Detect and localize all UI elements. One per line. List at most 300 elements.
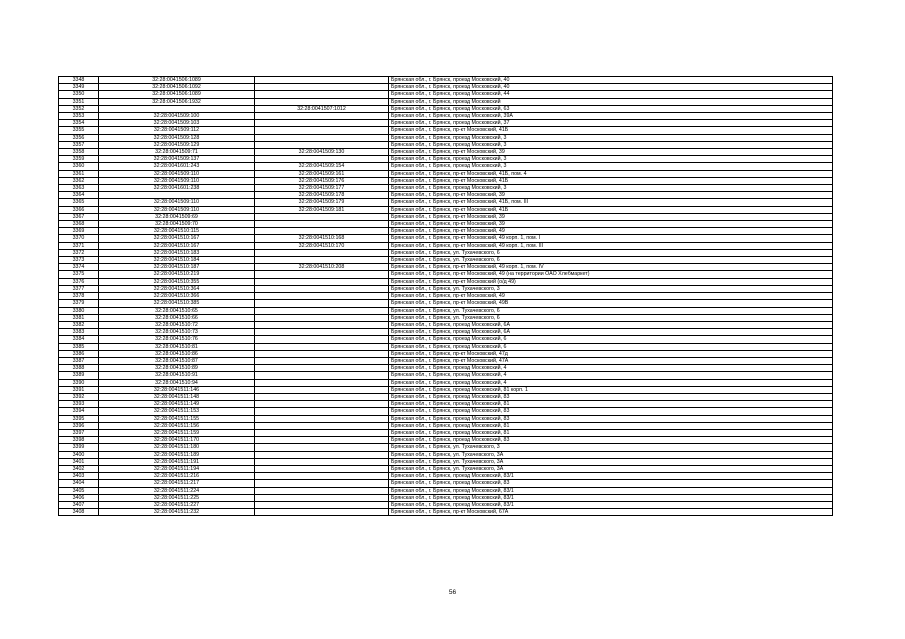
- row-number-cell: 3361: [59, 170, 99, 177]
- address-cell: Брянская обл., г. Брянск, проезд Московский, 39А: [389, 113, 833, 120]
- table-row: [59, 429, 833, 436]
- row-number-cell: 3385: [59, 343, 99, 350]
- document-table: [58, 76, 833, 516]
- related-cadastral-cell: [255, 84, 389, 91]
- table-row: [59, 480, 833, 487]
- address-cell: Брянская обл., г. Брянск, ул. Тухачевского, 6: [389, 307, 833, 314]
- table-row: [59, 465, 833, 472]
- cadastral-number-cell: 32:28:0041510:219: [99, 271, 255, 278]
- address-cell: Брянская обл., г. Брянск, проезд Московский, 83: [389, 408, 833, 415]
- address-cell: Брянская обл., г. Брянск, проезд Московский, 4: [389, 372, 833, 379]
- row-number-cell: 3376: [59, 278, 99, 285]
- table-row: [59, 141, 833, 148]
- related-cadastral-cell: [255, 98, 389, 105]
- row-number-cell: 3396: [59, 422, 99, 429]
- cadastral-number-cell: 32:28:0041510:364: [99, 285, 255, 292]
- row-number-cell: 3353: [59, 113, 99, 120]
- related-cadastral-cell: 32:28:0041507:1012: [255, 105, 389, 112]
- table-row: [59, 444, 833, 451]
- table-row: [59, 473, 833, 480]
- cadastral-number-cell: [99, 192, 255, 199]
- address-cell: Брянская обл., г. Брянск, проезд Московский, 83: [389, 437, 833, 444]
- related-cadastral-cell: [255, 91, 389, 98]
- related-cadastral-cell: [255, 501, 389, 508]
- cadastral-number-cell: 32:28:0041510:355: [99, 278, 255, 285]
- cadastral-number-cell: 32:28:0041511:217: [99, 480, 255, 487]
- cadastral-number-cell: 32:28:0041511:146: [99, 386, 255, 393]
- table-row: [59, 379, 833, 386]
- table-row: [59, 192, 833, 199]
- related-cadastral-cell: 32:28:0041509:161: [255, 170, 389, 177]
- address-cell: Брянская обл., г. Брянск, проезд Московский, 83/1: [389, 501, 833, 508]
- related-cadastral-cell: [255, 307, 389, 314]
- table-row: [59, 278, 833, 285]
- related-cadastral-cell: [255, 444, 389, 451]
- related-cadastral-cell: [255, 285, 389, 292]
- related-cadastral-cell: [255, 509, 389, 516]
- cadastral-number-cell: 32:28:0041509:110: [99, 177, 255, 184]
- row-number-cell: 3365: [59, 199, 99, 206]
- cadastral-number-cell: 32:28:0041601:238: [99, 185, 255, 192]
- address-cell: Брянская обл., г. Брянск, пр-кт Московский, 49 корп. 1, пом. III: [389, 242, 833, 249]
- related-cadastral-cell: 32:28:0041509:130: [255, 149, 389, 156]
- row-number-cell: 3404: [59, 480, 99, 487]
- row-number-cell: 3355: [59, 127, 99, 134]
- table-row: [59, 487, 833, 494]
- row-number-cell: 3391: [59, 386, 99, 393]
- table-row: [59, 98, 833, 105]
- cadastral-number-cell: 32:28:0041509:71: [99, 149, 255, 156]
- address-cell: Брянская обл., г. Брянск, ул. Тухачевского, 6: [389, 257, 833, 264]
- address-cell: Брянская обл., г. Брянск, проезд Московский, 81 корп. 1: [389, 386, 833, 393]
- cadastral-number-cell: 32:28:0041511:224: [99, 487, 255, 494]
- related-cadastral-cell: 32:28:0041509:154: [255, 163, 389, 170]
- cadastral-number-cell: 32:28:0041510:87: [99, 357, 255, 364]
- related-cadastral-cell: [255, 415, 389, 422]
- related-cadastral-cell: [255, 343, 389, 350]
- cadastral-number-cell: 32:28:0041511:155: [99, 415, 255, 422]
- table-row: [59, 501, 833, 508]
- address-cell: Брянская обл., г. Брянск, проезд Московский, 4: [389, 365, 833, 372]
- table-row: [59, 105, 833, 112]
- cadastral-number-cell: 32:28:0041509:69: [99, 213, 255, 220]
- row-number-cell: 3386: [59, 350, 99, 357]
- related-cadastral-cell: 32:28:0041509:176: [255, 177, 389, 184]
- row-number-cell: 3367: [59, 213, 99, 220]
- related-cadastral-cell: [255, 429, 389, 436]
- cadastral-number-cell: 32:28:0041511:194: [99, 465, 255, 472]
- address-cell: Брянская обл., г. Брянск, ул. Тухачевского, 6: [389, 314, 833, 321]
- address-cell: Брянская обл., г. Брянск, проезд Московский, 3: [389, 163, 833, 170]
- cadastral-number-cell: 32:28:0041510:115: [99, 228, 255, 235]
- related-cadastral-cell: [255, 120, 389, 127]
- row-number-cell: 3371: [59, 242, 99, 249]
- related-cadastral-cell: [255, 357, 389, 364]
- row-number-cell: 3380: [59, 307, 99, 314]
- cadastral-number-cell: 32:28:0041510:366: [99, 293, 255, 300]
- row-number-cell: 3403: [59, 473, 99, 480]
- address-cell: Брянская обл., г. Брянск, ул. Тухачевского, 3А: [389, 458, 833, 465]
- related-cadastral-cell: [255, 321, 389, 328]
- table-row: [59, 199, 833, 206]
- table-row: [59, 293, 833, 300]
- related-cadastral-cell: [255, 451, 389, 458]
- related-cadastral-cell: [255, 422, 389, 429]
- table-row: [59, 314, 833, 321]
- address-cell: Брянская обл., г. Брянск, проезд Московский: [389, 98, 833, 105]
- related-cadastral-cell: [255, 487, 389, 494]
- cadastral-number-cell: 32:28:0041511:232: [99, 509, 255, 516]
- table-row: [59, 228, 833, 235]
- related-cadastral-cell: 32:28:0041509:177: [255, 185, 389, 192]
- related-cadastral-cell: 32:28:0041510:208: [255, 264, 389, 271]
- address-cell: Брянская обл., г. Брянск, проезд Московский, 6: [389, 336, 833, 343]
- row-number-cell: 3381: [59, 314, 99, 321]
- row-number-cell: 3378: [59, 293, 99, 300]
- address-cell: Брянская обл., г. Брянск, ул. Тухачевского, 3А: [389, 451, 833, 458]
- related-cadastral-cell: [255, 213, 389, 220]
- related-cadastral-cell: [255, 300, 389, 307]
- table-row: [59, 437, 833, 444]
- related-cadastral-cell: [255, 134, 389, 141]
- address-cell: Брянская обл., г. Брянск, пр-кт Московский, 49: [389, 293, 833, 300]
- row-number-cell: 3402: [59, 465, 99, 472]
- row-number-cell: 3372: [59, 249, 99, 256]
- cadastral-number-cell: 32:28:0041510:184: [99, 257, 255, 264]
- cadastral-number-cell: 32:28:0041601:243: [99, 163, 255, 170]
- address-cell: Брянская обл., г. Брянск, ул. Тухачевского, 3А: [389, 465, 833, 472]
- related-cadastral-cell: [255, 458, 389, 465]
- related-cadastral-cell: [255, 473, 389, 480]
- cadastral-number-cell: 32:28:0041510:385: [99, 300, 255, 307]
- table-row: [59, 242, 833, 249]
- address-cell: Брянская обл., г. Брянск, проезд Московский, 37: [389, 120, 833, 127]
- address-cell: Брянская обл., г. Брянск, проезд Московский, 83: [389, 393, 833, 400]
- related-cadastral-cell: [255, 393, 389, 400]
- address-cell: Брянская обл., г. Брянск, проезд Московский, 83: [389, 415, 833, 422]
- related-cadastral-cell: [255, 336, 389, 343]
- cadastral-number-cell: 32:28:0041509:128: [99, 134, 255, 141]
- row-number-cell: 3364: [59, 192, 99, 199]
- cadastral-number-cell: 32:28:0041509:103: [99, 120, 255, 127]
- row-number-cell: 3399: [59, 444, 99, 451]
- cadastral-number-cell: 32:28:0041510:183: [99, 249, 255, 256]
- table-row: [59, 343, 833, 350]
- address-cell: Брянская обл., г. Брянск, проезд Московский, 81: [389, 429, 833, 436]
- row-number-cell: 3370: [59, 235, 99, 242]
- address-cell: Брянская обл., г. Брянск, проезд Московский, 63: [389, 105, 833, 112]
- address-cell: Брянская обл., г. Брянск, пр-кт Московский, 41Б: [389, 127, 833, 134]
- cadastral-number-cell: 32:28:0041509:70: [99, 221, 255, 228]
- related-cadastral-cell: [255, 249, 389, 256]
- cadastral-number-cell: 32:28:0041506:1092: [99, 84, 255, 91]
- table-row: [59, 149, 833, 156]
- row-number-cell: 3356: [59, 134, 99, 141]
- cadastral-number-cell: 32:28:0041510:66: [99, 314, 255, 321]
- cadastral-number-cell: 32:28:0041510:167: [99, 235, 255, 242]
- row-number-cell: 3395: [59, 415, 99, 422]
- related-cadastral-cell: [255, 437, 389, 444]
- table-row: [59, 177, 833, 184]
- row-number-cell: 3406: [59, 494, 99, 501]
- address-cell: Брянская обл., г. Брянск, пр-кт Московский, 67А: [389, 509, 833, 516]
- table-row: [59, 401, 833, 408]
- cadastral-number-cell: 32:28:0041510:73: [99, 329, 255, 336]
- row-number-cell: 3401: [59, 458, 99, 465]
- row-number-cell: 3362: [59, 177, 99, 184]
- table-row: [59, 156, 833, 163]
- row-number-cell: 3388: [59, 365, 99, 372]
- related-cadastral-cell: [255, 141, 389, 148]
- related-cadastral-cell: [255, 408, 389, 415]
- row-number-cell: 3374: [59, 264, 99, 271]
- row-number-cell: 3363: [59, 185, 99, 192]
- address-cell: Брянская обл., г. Брянск, проезд Московский, 81: [389, 422, 833, 429]
- address-cell: Брянская обл., г. Брянск, проезд Московский, 6: [389, 343, 833, 350]
- row-number-cell: 3400: [59, 451, 99, 458]
- row-number-cell: 3360: [59, 163, 99, 170]
- address-cell: Брянская обл., г. Брянск, пр-кт Московский, 41Б: [389, 206, 833, 213]
- cadastral-number-cell: 32:28:0041511:216: [99, 473, 255, 480]
- address-cell: Брянская обл., г. Брянск, пр-кт Московский (о/д 49): [389, 278, 833, 285]
- cadastral-number-cell: 32:28:0041511:180: [99, 444, 255, 451]
- table-row: [59, 163, 833, 170]
- cadastral-number-cell: 32:28:0041511:159: [99, 429, 255, 436]
- row-number-cell: 3349: [59, 84, 99, 91]
- row-number-cell: 3393: [59, 401, 99, 408]
- table-row: [59, 221, 833, 228]
- table-row: [59, 91, 833, 98]
- related-cadastral-cell: [255, 465, 389, 472]
- row-number-cell: 3377: [59, 285, 99, 292]
- table-row: [59, 285, 833, 292]
- table-row: [59, 408, 833, 415]
- row-number-cell: 3369: [59, 228, 99, 235]
- table-row: [59, 357, 833, 364]
- address-cell: Брянская обл., г. Брянск, проезд Московский, 83/1: [389, 494, 833, 501]
- address-cell: Брянская обл., г. Брянск, пр-кт Московский, 49 (на территории ОАО Хлебмаркет): [389, 271, 833, 278]
- table-row: [59, 307, 833, 314]
- related-cadastral-cell: 32:28:0041510:168: [255, 235, 389, 242]
- related-cadastral-cell: [255, 156, 389, 163]
- address-cell: Брянская обл., г. Брянск, пр-кт Московский, 41Б, пом. 4: [389, 170, 833, 177]
- row-number-cell: 3382: [59, 321, 99, 328]
- address-cell: Брянская обл., г. Брянск, проезд Московский, 83: [389, 480, 833, 487]
- related-cadastral-cell: [255, 278, 389, 285]
- table-row: [59, 336, 833, 343]
- row-number-cell: 3358: [59, 149, 99, 156]
- cadastral-number-cell: 32:28:0041511:191: [99, 458, 255, 465]
- table-row: [59, 509, 833, 516]
- table-row: [59, 415, 833, 422]
- address-cell: Брянская обл., г. Брянск, проезд Московский, 3: [389, 156, 833, 163]
- related-cadastral-cell: [255, 257, 389, 264]
- row-number-cell: 3408: [59, 509, 99, 516]
- address-cell: Брянская обл., г. Брянск, проезд Московский, 3: [389, 141, 833, 148]
- row-number-cell: 3379: [59, 300, 99, 307]
- row-number-cell: 3407: [59, 501, 99, 508]
- cadastral-number-cell: 32:28:0041511:170: [99, 437, 255, 444]
- related-cadastral-cell: [255, 386, 389, 393]
- address-cell: Брянская обл., г. Брянск, проезд Московский, 83/1: [389, 473, 833, 480]
- related-cadastral-cell: [255, 127, 389, 134]
- related-cadastral-cell: [255, 372, 389, 379]
- cadastral-number-cell: 32:28:0041511:153: [99, 408, 255, 415]
- table-row: [59, 386, 833, 393]
- cadastral-number-cell: 32:28:0041509:137: [99, 156, 255, 163]
- address-cell: Брянская обл., г. Брянск, ул. Тухачевского, 6: [389, 249, 833, 256]
- cadastral-number-cell: 32:28:0041511:156: [99, 422, 255, 429]
- row-number-cell: 3383: [59, 329, 99, 336]
- table-row: [59, 372, 833, 379]
- table-row: [59, 257, 833, 264]
- row-number-cell: 3352: [59, 105, 99, 112]
- table-row: [59, 422, 833, 429]
- address-cell: Брянская обл., г. Брянск, проезд Московский, 3: [389, 134, 833, 141]
- address-cell: Брянская обл., г. Брянск, пр-кт Московский, 39: [389, 221, 833, 228]
- cadastral-number-cell: 32:28:0041506:1932: [99, 98, 255, 105]
- address-cell: Брянская обл., г. Брянск, проезд Московский, 4: [389, 379, 833, 386]
- table-row: [59, 271, 833, 278]
- related-cadastral-cell: [255, 293, 389, 300]
- address-cell: Брянская обл., г. Брянск, пр-кт Московский, 49: [389, 228, 833, 235]
- row-number-cell: 3405: [59, 487, 99, 494]
- cadastral-number-cell: 32:28:0041509:110: [99, 199, 255, 206]
- table-row: [59, 321, 833, 328]
- table-row: [59, 365, 833, 372]
- related-cadastral-cell: [255, 329, 389, 336]
- address-cell: Брянская обл., г. Брянск, проезд Московский, 3: [389, 185, 833, 192]
- cadastral-number-cell: 32:28:0041510:89: [99, 365, 255, 372]
- related-cadastral-cell: [255, 314, 389, 321]
- row-number-cell: 3354: [59, 120, 99, 127]
- address-cell: Брянская обл., г. Брянск, проезд Московский, 6А: [389, 321, 833, 328]
- related-cadastral-cell: [255, 365, 389, 372]
- related-cadastral-cell: [255, 271, 389, 278]
- table-body: [59, 77, 833, 516]
- cadastral-number-cell: 32:28:0041506:1089: [99, 77, 255, 84]
- related-cadastral-cell: [255, 228, 389, 235]
- related-cadastral-cell: [255, 494, 389, 501]
- row-number-cell: 3350: [59, 91, 99, 98]
- cadastral-number-cell: 32:28:0041511:189: [99, 451, 255, 458]
- address-cell: Брянская обл., г. Брянск, пр-кт Московский, 49 корп. 1, пом. IV: [389, 264, 833, 271]
- related-cadastral-cell: [255, 350, 389, 357]
- row-number-cell: 3392: [59, 393, 99, 400]
- cadastral-number-cell: 32:28:0041509:129: [99, 141, 255, 148]
- table-row: [59, 264, 833, 271]
- row-number-cell: 3351: [59, 98, 99, 105]
- row-number-cell: 3384: [59, 336, 99, 343]
- table-row: [59, 134, 833, 141]
- cadastral-number-cell: 32:28:0041510:86: [99, 350, 255, 357]
- table-row: [59, 329, 833, 336]
- related-cadastral-cell: [255, 77, 389, 84]
- table-row: [59, 170, 833, 177]
- cadastral-number-cell: 32:28:0041510:65: [99, 307, 255, 314]
- related-cadastral-cell: 32:28:0041509:179: [255, 199, 389, 206]
- related-cadastral-cell: 32:28:0041510:170: [255, 242, 389, 249]
- address-cell: Брянская обл., г. Брянск, проезд Московский, 44: [389, 91, 833, 98]
- row-number-cell: 3368: [59, 221, 99, 228]
- row-number-cell: 3375: [59, 271, 99, 278]
- table-row: [59, 206, 833, 213]
- related-cadastral-cell: 32:28:0041509:178: [255, 192, 389, 199]
- address-cell: Брянская обл., г. Брянск, проезд Московский, 81: [389, 401, 833, 408]
- table-row: [59, 249, 833, 256]
- table-row: [59, 84, 833, 91]
- table-row: [59, 213, 833, 220]
- row-number-cell: 3398: [59, 437, 99, 444]
- cadastral-number-cell: 32:28:0041511:225: [99, 494, 255, 501]
- related-cadastral-cell: [255, 480, 389, 487]
- cadastral-number-cell: 32:28:0041510:91: [99, 372, 255, 379]
- row-number-cell: 3366: [59, 206, 99, 213]
- table-row: [59, 393, 833, 400]
- table-row: [59, 494, 833, 501]
- table-row: [59, 120, 833, 127]
- table-row: [59, 235, 833, 242]
- table-row: [59, 127, 833, 134]
- related-cadastral-cell: [255, 379, 389, 386]
- cadastral-number-cell: 32:28:0041511:227: [99, 501, 255, 508]
- cadastral-number-cell: 32:28:0041510:187: [99, 264, 255, 271]
- address-cell: Брянская обл., г. Брянск, пр-кт Московский, 41Б: [389, 177, 833, 184]
- cadastral-number-cell: 32:28:0041510:167: [99, 242, 255, 249]
- address-cell: Брянская обл., г. Брянск, пр-кт Московский, 41Б, пом. III: [389, 199, 833, 206]
- cadastral-number-cell: 32:28:0041509:110: [99, 206, 255, 213]
- address-cell: Брянская обл., г. Брянск, проезд Московский, 40: [389, 84, 833, 91]
- row-number-cell: 3357: [59, 141, 99, 148]
- cadastral-number-cell: [99, 105, 255, 112]
- row-number-cell: 3389: [59, 372, 99, 379]
- table-row: [59, 77, 833, 84]
- row-number-cell: 3387: [59, 357, 99, 364]
- address-cell: Брянская обл., г. Брянск, пр-кт Московский, 47д: [389, 350, 833, 357]
- address-cell: Брянская обл., г. Брянск, пр-кт Московский, 39: [389, 149, 833, 156]
- table-row: [59, 451, 833, 458]
- related-cadastral-cell: [255, 113, 389, 120]
- cadastral-number-cell: 32:28:0041510:72: [99, 321, 255, 328]
- table-row: [59, 113, 833, 120]
- address-cell: Брянская обл., г. Брянск, пр-кт Московский, 39: [389, 213, 833, 220]
- cadastral-number-cell: 32:28:0041509:112: [99, 127, 255, 134]
- address-cell: Брянская обл., г. Брянск, пр-кт Московский, 49 корп. 1, пом. I: [389, 235, 833, 242]
- row-number-cell: 3390: [59, 379, 99, 386]
- address-cell: Брянская обл., г. Брянск, пр-кт Московский, 47А: [389, 357, 833, 364]
- table-row: [59, 300, 833, 307]
- address-cell: Брянская обл., г. Брянск, пр-кт Московский, 49В: [389, 300, 833, 307]
- cadastral-number-cell: 32:28:0041509:100: [99, 113, 255, 120]
- cadastral-number-cell: 32:28:0041509:110: [99, 170, 255, 177]
- table-row: [59, 458, 833, 465]
- cadastral-number-cell: 32:28:0041510:94: [99, 379, 255, 386]
- row-number-cell: 3397: [59, 429, 99, 436]
- address-cell: Брянская обл., г. Брянск, ул. Тухачевского, 3: [389, 444, 833, 451]
- row-number-cell: 3348: [59, 77, 99, 84]
- page-number: 56: [448, 589, 457, 596]
- row-number-cell: 3394: [59, 408, 99, 415]
- cadastral-number-cell: 32:28:0041506:1089: [99, 91, 255, 98]
- cadastral-number-cell: 32:28:0041510:76: [99, 336, 255, 343]
- related-cadastral-cell: 32:28:0041509:181: [255, 206, 389, 213]
- row-number-cell: 3359: [59, 156, 99, 163]
- cadastral-number-cell: 32:28:0041511:148: [99, 393, 255, 400]
- related-cadastral-cell: [255, 221, 389, 228]
- address-cell: Брянская обл., г. Брянск, ул. Тухачевского, 3: [389, 285, 833, 292]
- table-row: [59, 185, 833, 192]
- cadastral-number-cell: 32:28:0041510:81: [99, 343, 255, 350]
